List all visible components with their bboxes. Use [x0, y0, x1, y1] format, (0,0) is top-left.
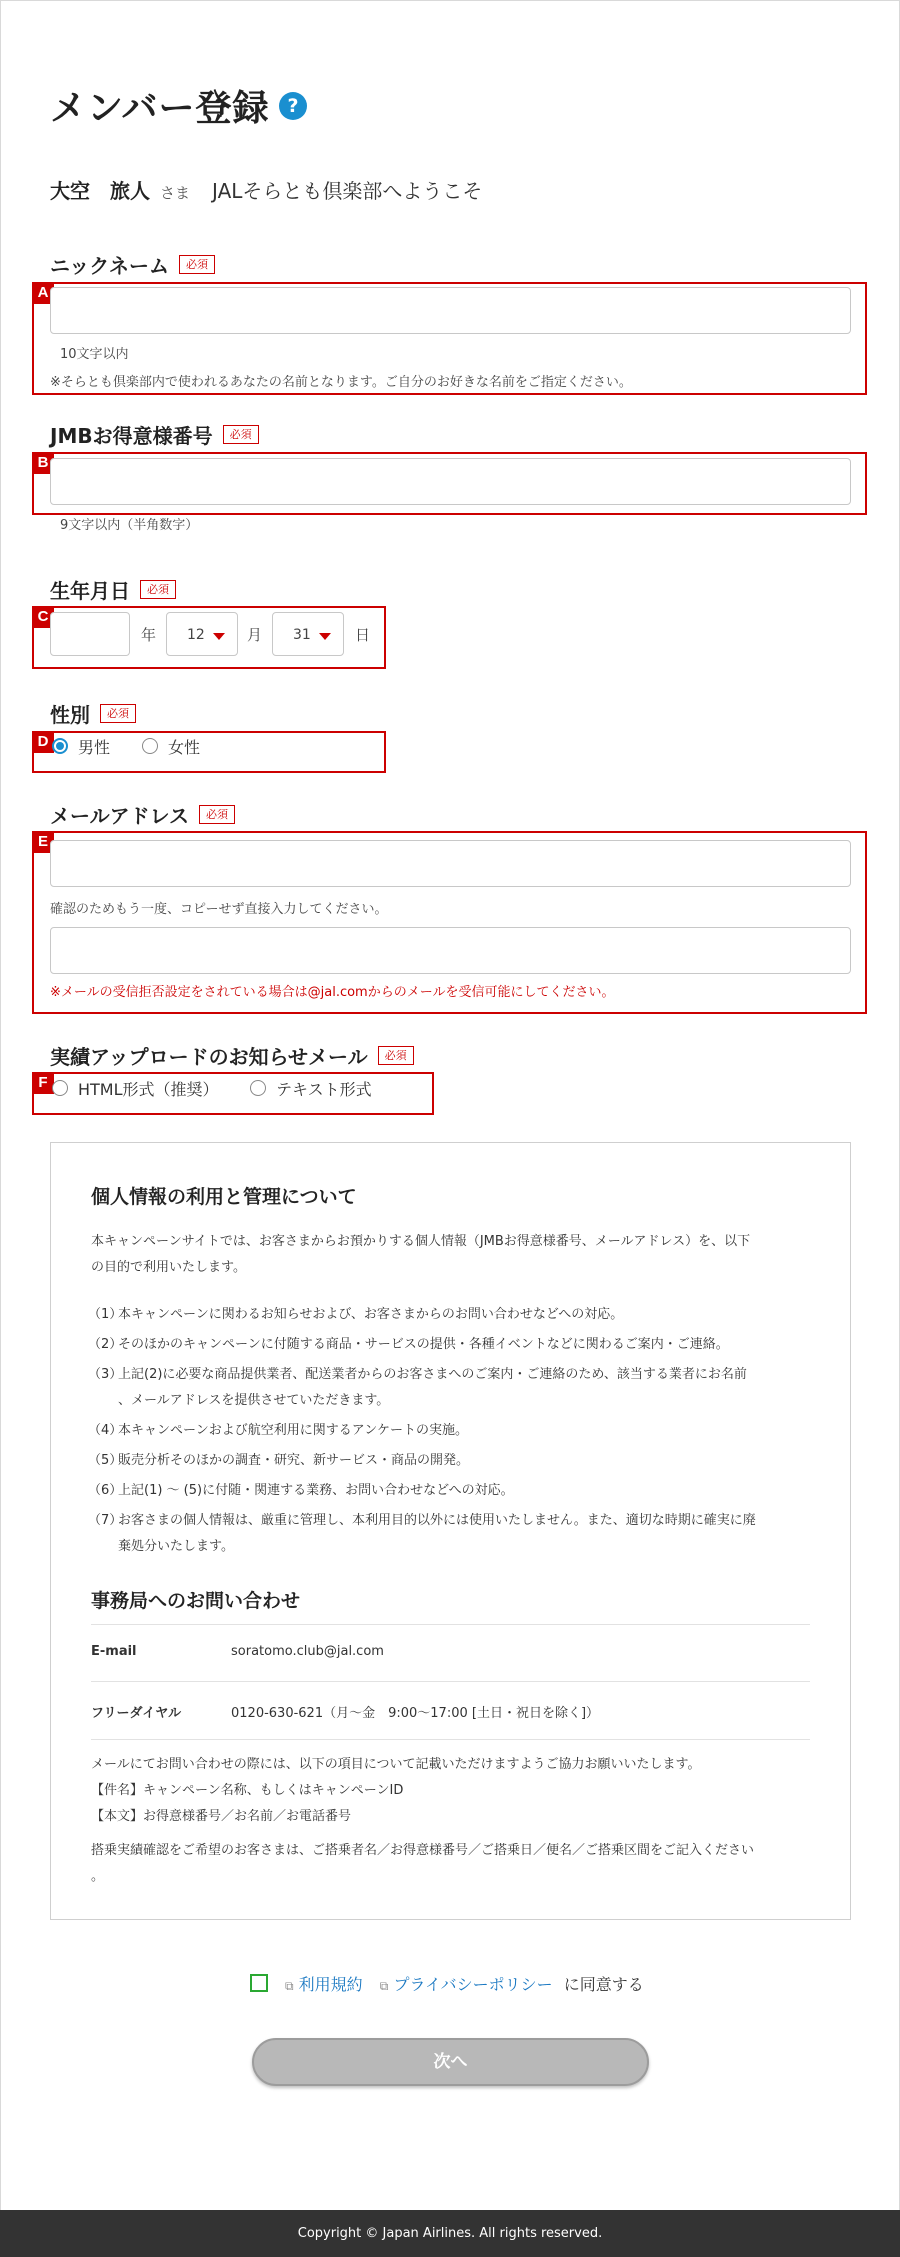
birth-day-value: 31: [293, 627, 311, 643]
privacy-item-number: （1）: [88, 1307, 123, 1322]
annotation-tag-e: E: [32, 831, 54, 853]
mail-text-label[interactable]: テキスト形式: [276, 1080, 372, 1099]
annotation-tag-f: F: [32, 1072, 54, 1094]
privacy-item-text-cont: 棄処分いたします。: [118, 1539, 234, 1554]
annotation-tag-a: A: [32, 282, 54, 304]
boarding-note-line-2: 。: [91, 1869, 105, 1884]
divider: [91, 1739, 810, 1740]
nickname-help-note: ※そらとも倶楽部内で使われるあなたの名前となります。ご自分のお好きな名前をご指定ください。: [50, 375, 632, 390]
annotation-tag-c: C: [32, 606, 54, 628]
privacy-item-text: 本キャンペーンおよび航空利用に関するアンケートの実施。: [118, 1423, 468, 1438]
nickname-input[interactable]: [50, 287, 851, 334]
required-badge: 必須: [378, 1046, 414, 1065]
contact-phone-label: フリーダイヤル: [91, 1706, 182, 1721]
required-badge: 必須: [179, 255, 215, 274]
contact-heading: 事務局へのお問い合わせ: [91, 1590, 301, 1612]
mail-html-radio[interactable]: [52, 1080, 68, 1096]
privacy-item-number: （5）: [88, 1453, 123, 1468]
next-button[interactable]: 次へ: [252, 2038, 649, 2086]
caret-down-icon: [213, 633, 225, 640]
divider: [91, 1681, 810, 1682]
jmb-label-text: JMBお得意様番号: [50, 424, 213, 448]
jmb-number-input[interactable]: [50, 458, 851, 505]
external-link-icon: ⧉: [379, 1979, 389, 1993]
gender-label-text: 性別: [50, 703, 90, 727]
privacy-item-text: 本キャンペーンに関わるお知らせおよび、お客さまからのお問い合わせなどへの対応。: [118, 1307, 624, 1322]
privacy-item-text: そのほかのキャンペーンに付随する商品・サービスの提供・各種イベントなどに関わるご案内・ご連絡。: [118, 1337, 729, 1352]
gender-female-radio[interactable]: [142, 738, 158, 754]
required-badge: 必須: [223, 425, 259, 444]
birth-month-value: 12: [187, 627, 205, 643]
member-name: 大空 旅人: [50, 179, 150, 203]
privacy-item-number: （3）: [88, 1367, 123, 1382]
mail-format-label-text: 実績アップロードのお知らせメール: [50, 1045, 368, 1069]
privacy-item-number: （6）: [88, 1483, 123, 1498]
privacy-item-text: 上記(1) ～ (5)に付随・関連する業務、お問い合わせなどへの対応。: [118, 1483, 514, 1498]
privacy-item-text: 販売分析そのほかの調査・研究、新サービス・商品の開発。: [118, 1453, 470, 1468]
contact-email-label: E-mail: [91, 1644, 137, 1659]
external-link-icon: ⧉: [285, 1979, 294, 1993]
gender-male-label[interactable]: 男性: [78, 738, 111, 757]
contact-phone-value: 0120-630-621（月～金 9:00～17:00 [土日・祝日を除く]）: [231, 1706, 600, 1721]
email-confirm-input[interactable]: [50, 927, 851, 974]
privacy-item-text: お客さまの個人情報は、厳重に管理し、本利用目的以外には使用いたしません。また、適切な時期に確実に廃: [118, 1513, 756, 1528]
page-title: メンバー登録: [50, 88, 270, 129]
jmb-label: [50, 420, 259, 449]
nickname-limit-note: 10文字以内: [60, 347, 129, 362]
email-warning: ※メールの受信拒否設定をされている場合は@jal.comからのメールを受信可能にしてください。: [50, 985, 615, 1000]
welcome-message: [50, 175, 482, 204]
nickname-label: [50, 250, 215, 279]
gender-female-label[interactable]: 女性: [168, 738, 201, 757]
terms-link[interactable]: 利用規約: [298, 1975, 363, 1994]
agreement-suffix: に同意する: [563, 1975, 644, 1994]
honorific: さま: [160, 184, 191, 202]
footer-copyright: Copyright © Japan Airlines. All rights reserved.: [0, 2210, 900, 2257]
caret-down-icon: [319, 633, 331, 640]
agree-checkbox[interactable]: [250, 1974, 268, 1992]
annotation-tag-d: D: [32, 731, 54, 753]
contact-email-value: soratomo.club@jal.com: [231, 1644, 384, 1659]
contact-note-line: 【本文】お得意様番号／お名前／お電話番号: [91, 1809, 352, 1824]
privacy-heading: 個人情報の利用と管理について: [91, 1186, 357, 1208]
privacy-item-number: （4）: [88, 1423, 123, 1438]
birthdate-label-text: 生年月日: [50, 579, 130, 603]
birth-day-select[interactable]: [272, 612, 344, 656]
contact-note-line: メールにてお問い合わせの際には、以下の項目について記載いただけますようご協力お願いいたします。: [91, 1757, 701, 1772]
email-label: [50, 800, 235, 829]
email-label-text: メールアドレス: [50, 804, 189, 828]
nickname-label-text: ニックネーム: [50, 254, 169, 278]
required-badge: 必須: [199, 805, 235, 824]
privacy-item-number: （7）: [88, 1513, 123, 1528]
help-icon[interactable]: ?: [279, 92, 307, 120]
birthdate-label: [50, 575, 176, 604]
mail-format-label: [50, 1041, 414, 1070]
birth-month-select[interactable]: [166, 612, 238, 656]
day-unit: 日: [355, 626, 371, 644]
privacy-intro-line-1: 本キャンペーンサイトでは、お客さまからお預かりする個人情報（JMBお得意様番号、メールアドレス）を、以下: [91, 1234, 751, 1249]
email-confirm-note: 確認のためもう一度、コピーせず直接入力してください。: [50, 902, 388, 917]
annotation-tag-b: B: [32, 452, 54, 474]
privacy-policy-link[interactable]: プライバシーポリシー: [393, 1975, 553, 1994]
agreement-row: [285, 1972, 644, 1995]
welcome-text: JALそらとも倶楽部へようこそ: [212, 179, 483, 203]
privacy-item-text: 上記(2)に必要な商品提供業者、配送業者からのお客さまへのご案内・ご連絡のため、該当する業者にお名前: [118, 1367, 747, 1382]
boarding-note-line-1: 搭乗実績確認をご希望のお客さまは、ご搭乗者名／お得意様番号／ご搭乗日／便名／ご搭乗区間をご記入ください: [91, 1843, 755, 1858]
gender-male-radio[interactable]: [52, 738, 68, 754]
privacy-intro-line-2: の目的で利用いたします。: [91, 1260, 246, 1275]
birth-year-input[interactable]: [50, 612, 130, 656]
year-unit: 年: [141, 626, 157, 644]
mail-text-radio[interactable]: [250, 1080, 266, 1096]
divider: [91, 1624, 810, 1625]
email-input[interactable]: [50, 840, 851, 887]
gender-label: [50, 699, 136, 728]
jmb-limit-note: 9文字以内（半角数字）: [60, 518, 199, 533]
required-badge: 必須: [140, 580, 176, 599]
privacy-item-number: （2）: [88, 1337, 123, 1352]
month-unit: 月: [247, 626, 263, 644]
required-badge: 必須: [100, 704, 136, 723]
contact-note-line: 【件名】キャンペーン名称、もしくはキャンペーンID: [91, 1783, 404, 1798]
mail-html-label[interactable]: HTML形式（推奨）: [78, 1080, 219, 1099]
privacy-item-text-cont: 、メールアドレスを提供させていただきます。: [118, 1393, 390, 1408]
